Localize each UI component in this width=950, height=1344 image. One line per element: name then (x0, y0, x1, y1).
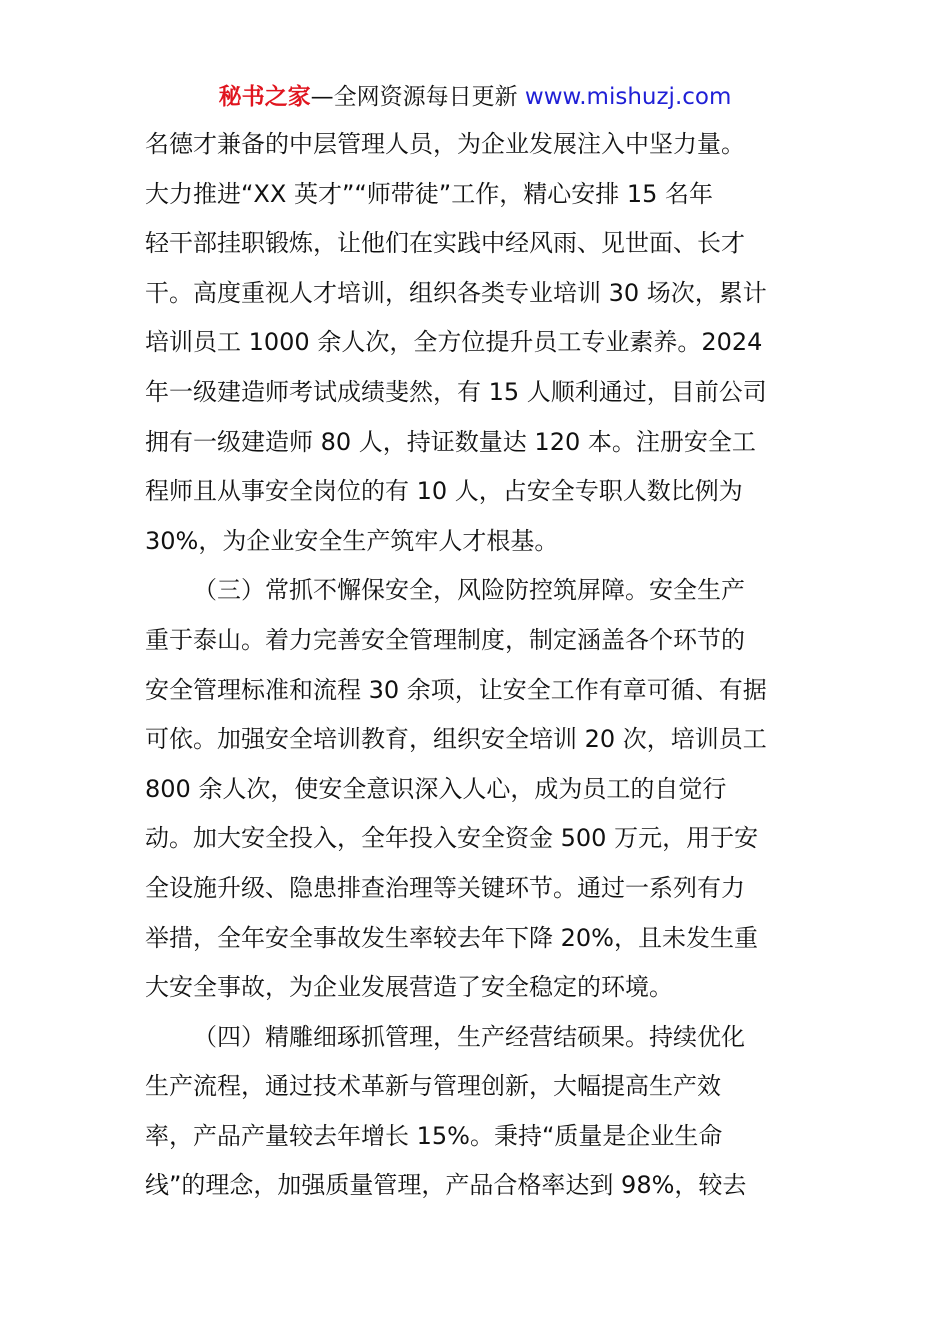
text-line: 干。高度重视人才培训，组织各类专业培训 30 场次，累计 (145, 278, 767, 307)
text-line: 程师且从事安全岗位的有 10 人，占安全专职人数比例为 (145, 477, 743, 506)
text-line: 全设施升级、隐患排查治理等关键环节。通过一系列有力 (145, 873, 745, 902)
text-line: 重于泰山。着力完善安全管理制度，制定涵盖各个环节的 (145, 625, 745, 654)
text-line: 30%，为企业安全生产筑牢人才根基。 (145, 526, 559, 555)
text-line: 可依。加强安全培训教育，组织安全培训 20 次，培训员工 (145, 725, 767, 754)
brand-name: 秘书之家 (218, 84, 311, 110)
text-line: 动。加大安全投入，全年投入安全资金 500 万元，用于安 (145, 824, 759, 853)
text-line: 线”的理念，加强质量管理，产品合格率达到 98%，较去 (145, 1171, 747, 1200)
document-body (145, 120, 825, 1211)
site-header (0, 80, 950, 114)
text-line: 大力推进“XX 英才”“师带徒”工作，精心安排 15 名年 (145, 179, 714, 208)
text-line: 率，产品产量较去年增长 15%。秉持“质量是企业生命 (145, 1121, 723, 1150)
text-line: 举措，全年安全事故发生率较去年下降 20%，且未发生重 (145, 923, 758, 952)
text-line: 800 余人次，使安全意识深入人心，成为员工的自觉行 (145, 774, 727, 803)
header-tagline: —全网资源每日更新 (310, 84, 518, 110)
text-line: 生产流程，通过技术革新与管理创新，大幅提高生产效 (145, 1072, 721, 1101)
text-line: 培训员工 1000 余人次，全方位提升员工专业素养。2024 (145, 328, 763, 357)
section-heading-line: （三）常抓不懈保安全，风险防控筑屏障。安全生产 (193, 576, 745, 605)
text-line: 大安全事故，为企业发展营造了安全稳定的环境。 (145, 973, 673, 1002)
text-line: 名德才兼备的中层管理人员，为企业发展注入中坚力量。 (145, 130, 745, 158)
section-heading-line: （四）精雕细琢抓管理，生产经营结硕果。持续优化 (193, 1022, 745, 1051)
text-line: 安全管理标准和流程 30 余项，让安全工作有章可循、有据 (145, 675, 767, 704)
text-line: 年一级建造师考试成绩斐然，有 15 人顺利通过，目前公司 (145, 377, 767, 406)
text-line: 拥有一级建造师 80 人，持证数量达 120 本。注册安全工 (145, 427, 756, 456)
site-url-link[interactable]: www.mishuzj.com (517, 84, 732, 110)
text-line: 轻干部挂职锻炼，让他们在实践中经风雨、见世面、长才 (145, 229, 745, 258)
